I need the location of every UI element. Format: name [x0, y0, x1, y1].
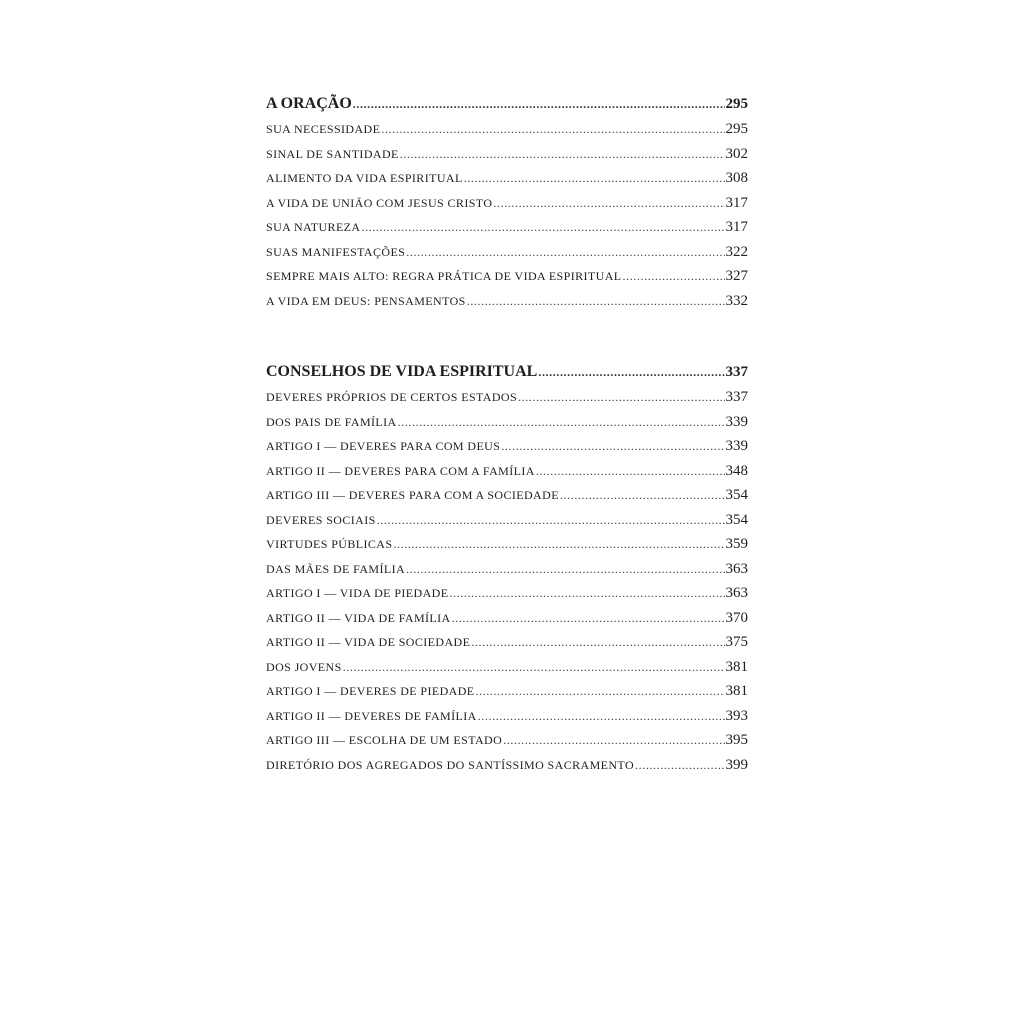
toc-entry-title: SUA NATUREZA [266, 220, 361, 234]
toc-entry-title: DEVERES SOCIAIS [266, 512, 376, 527]
toc-entry-page: 295 [725, 121, 748, 137]
toc-entry [266, 289, 748, 314]
dot-leader [476, 679, 725, 704]
dot-leader [353, 92, 725, 117]
toc-entry-title: ARTIGO III — ESCOLHA DE UM ESTADO [266, 733, 503, 747]
toc-entry [266, 581, 748, 606]
toc-entry [266, 434, 748, 459]
toc-entry-page: 354 [725, 511, 748, 528]
toc-heading-page: 295 [725, 96, 748, 112]
toc-entry-page: 393 [725, 707, 748, 724]
toc-entry-title: SINAL DE SANTIDADE [266, 146, 399, 161]
toc-entry-title: SUAS MANIFESTAÇÕES [266, 244, 406, 259]
toc-entry-title: ALIMENTO DA VIDA ESPIRITUAL [266, 171, 463, 185]
dot-leader [467, 289, 725, 314]
toc-entry-page: 302 [725, 145, 748, 162]
toc-entry [266, 142, 748, 167]
toc-entry-page: 348 [725, 462, 748, 479]
toc-entry-page: 354 [725, 487, 748, 503]
toc-entry-title: ARTIGO I — DEVERES DE PIEDADE [266, 684, 475, 698]
dot-leader [623, 264, 725, 289]
toc-entry-title: A VIDA EM DEUS: PENSAMENTOS [266, 293, 466, 308]
toc-entry-page: 381 [725, 683, 748, 699]
toc-entry [266, 215, 748, 240]
toc-entry-title: SEMPRE MAIS ALTO: REGRA PRÁTICA DE VIDA ESPIRITUAL [266, 269, 622, 283]
dot-leader [406, 557, 724, 582]
dot-leader [400, 142, 725, 167]
toc-entry-title: ARTIGO I — DEVERES PARA COM DEUS [266, 439, 501, 453]
toc-entry [266, 630, 748, 655]
toc-section-conselhos [266, 360, 748, 777]
dot-leader [464, 166, 725, 191]
dot-leader [518, 385, 724, 410]
toc-entry-title: DAS MÃES DE FAMÍLIA [266, 561, 406, 576]
toc-entry-page: 308 [725, 170, 748, 186]
toc-entry-page: 359 [725, 536, 748, 552]
toc-entry-page: 339 [725, 438, 748, 454]
toc-entry-title: ARTIGO II — DEVERES PARA COM A FAMÍLIA [266, 463, 535, 478]
toc-entry [266, 557, 748, 582]
toc-entry-page: 317 [725, 194, 748, 211]
toc-entry-page: 332 [725, 292, 748, 309]
toc-entry-title: DOS JOVENS [266, 659, 342, 674]
toc-entry-page: 370 [725, 609, 748, 626]
toc-entry [266, 240, 748, 265]
dot-leader [635, 753, 724, 778]
toc-entry [266, 728, 748, 753]
dot-leader [471, 630, 724, 655]
dot-leader [377, 508, 725, 533]
toc-entry [266, 385, 748, 410]
dot-leader [503, 728, 724, 753]
toc-entry-title: ARTIGO I — VIDA DE PIEDADE [266, 586, 449, 600]
toc-entry-page: 381 [725, 658, 748, 675]
toc-section-oracao [266, 92, 748, 313]
toc-entry-title: DIRETÓRIO DOS AGREGADOS DO SANTÍSSIMO SACRAMENTO [266, 757, 635, 772]
toc-entry-page: 337 [725, 389, 748, 405]
toc-entry-title: A VIDA DE UNIÃO COM JESUS CRISTO [266, 195, 493, 210]
toc-entry-page: 317 [725, 219, 748, 235]
dot-leader [406, 240, 724, 265]
toc-entry-title: DOS PAIS DE FAMÍLIA [266, 414, 397, 429]
dot-leader [361, 215, 724, 240]
toc-entry-page: 399 [725, 756, 748, 773]
dot-leader [538, 360, 724, 385]
toc-entry-title: ARTIGO II — VIDA DE SOCIEDADE [266, 635, 471, 649]
toc-heading-page: 337 [725, 364, 748, 380]
toc-heading-title: A ORAÇÃO [266, 95, 352, 112]
toc-entry-title: VIRTUDES PÚBLICAS [266, 537, 393, 551]
toc-entry [266, 679, 748, 704]
toc-entry [266, 483, 748, 508]
toc-entry [266, 410, 748, 435]
toc-entry-title: ARTIGO III — DEVERES PARA COM A SOCIEDADE [266, 488, 559, 502]
toc-entry [266, 459, 748, 484]
toc-entry-page: 375 [725, 634, 748, 650]
toc-entry [266, 704, 748, 729]
toc-entry [266, 117, 748, 142]
toc-heading-title: CONSELHOS DE VIDA ESPIRITUAL [266, 363, 538, 380]
dot-leader [478, 704, 725, 729]
toc-entry [266, 508, 748, 533]
toc-entry [266, 264, 748, 289]
toc-entry [266, 191, 748, 216]
dot-leader [560, 483, 725, 508]
toc-entry-title: ARTIGO II — DEVERES DE FAMÍLIA [266, 708, 477, 723]
toc-heading [266, 92, 748, 117]
toc-entry-page: 363 [725, 560, 748, 577]
toc-entry-page: 339 [725, 413, 748, 430]
toc-entry-title: DEVERES PRÓPRIOS DE CERTOS ESTADOS [266, 390, 518, 404]
toc-entry-page: 395 [725, 732, 748, 748]
toc-entry-title: SUA NECESSIDADE [266, 122, 381, 136]
dot-leader [452, 606, 725, 631]
toc-entry [266, 753, 748, 778]
toc-heading [266, 360, 748, 385]
toc-entry [266, 606, 748, 631]
toc-entry-title: ARTIGO II — VIDA DE FAMÍLIA [266, 610, 451, 625]
dot-leader [449, 581, 724, 606]
toc-entry [266, 166, 748, 191]
dot-leader [493, 191, 724, 216]
toc-entry-page: 363 [725, 585, 748, 601]
dot-leader [536, 459, 725, 484]
dot-leader [343, 655, 725, 680]
toc-entry-page: 327 [725, 268, 748, 284]
toc-entry [266, 655, 748, 680]
dot-leader [393, 532, 724, 557]
dot-leader [381, 117, 724, 142]
toc-entry [266, 532, 748, 557]
dot-leader [398, 410, 725, 435]
toc-entry-page: 322 [725, 243, 748, 260]
dot-leader [501, 434, 724, 459]
